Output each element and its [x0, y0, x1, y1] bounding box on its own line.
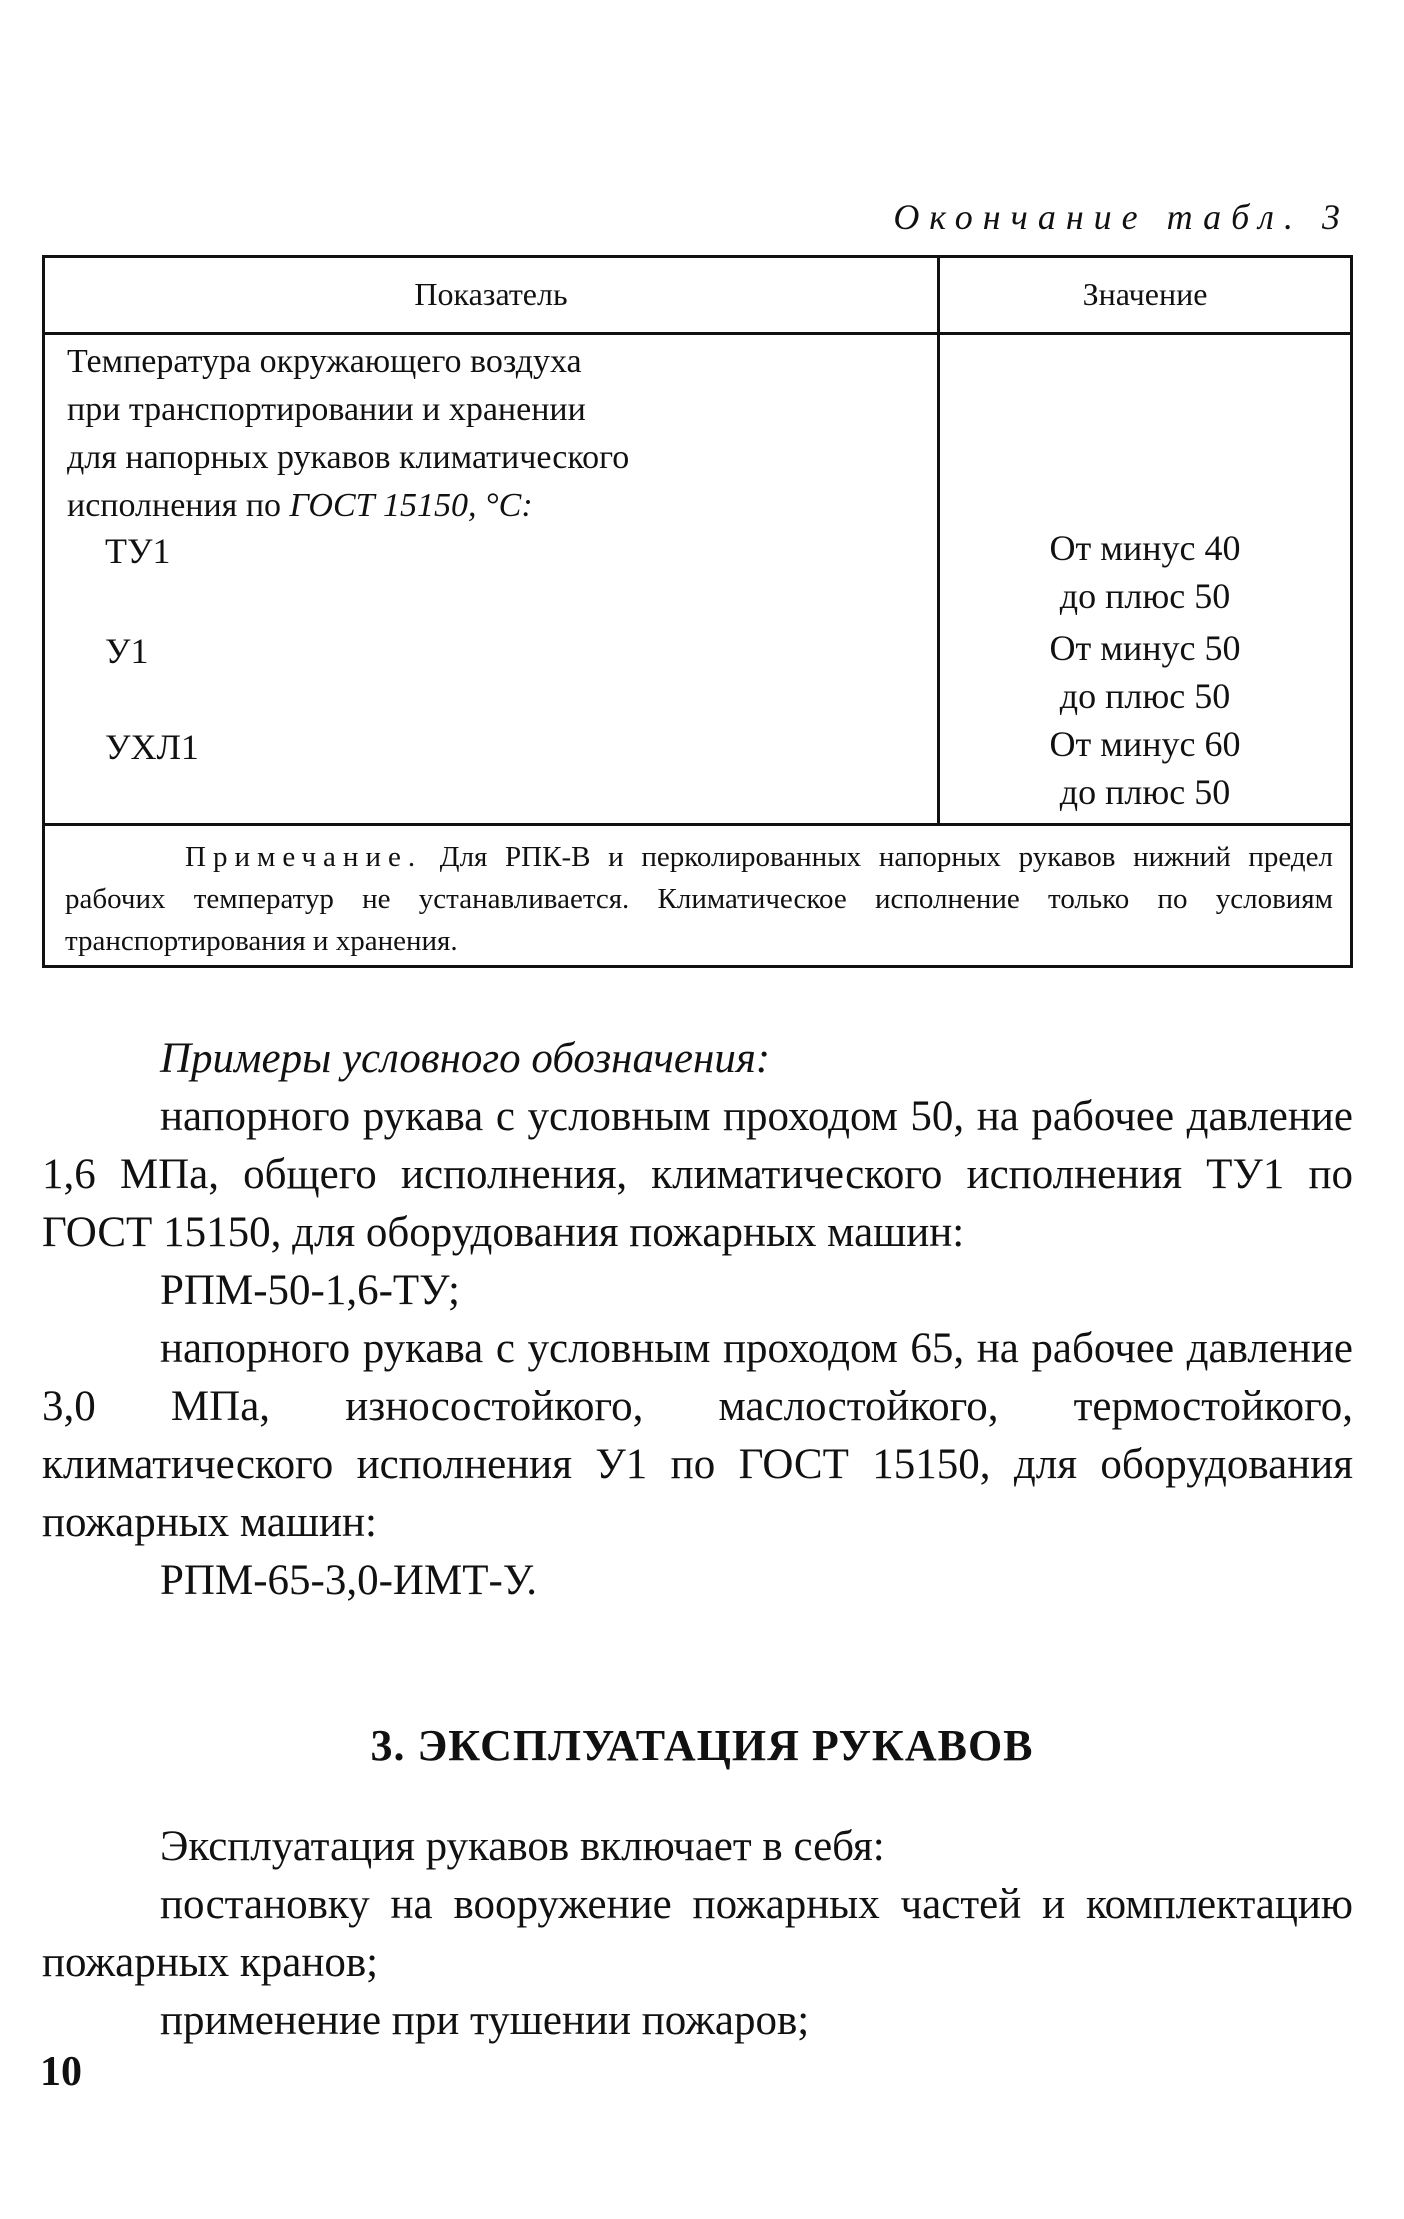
value-line: до плюс 50	[1059, 676, 1231, 716]
section-item-2: применение при тушении пожаров;	[160, 1997, 810, 2044]
param-line: Температура окружающего воздуха	[67, 343, 582, 380]
example-2-code: РПМ-65-3,0-ИМТ-У.	[160, 1557, 537, 1604]
note-divider	[45, 823, 1350, 826]
header-indicator: Показатель	[414, 276, 568, 312]
row-label-ukhl1: УХЛ1	[105, 727, 199, 767]
value-line: От минус 40	[1049, 528, 1241, 568]
examples-block	[42, 1030, 1353, 1610]
header-divider	[45, 332, 1350, 335]
row-label-u1: У1	[105, 631, 149, 671]
section-intro: Эксплуатация рукавов включает в себя:	[160, 1823, 885, 1870]
example-1-code: РПМ-50-1,6-ТУ;	[160, 1267, 460, 1314]
value-line: От минус 60	[1049, 724, 1241, 764]
row-value-u1	[940, 624, 1350, 720]
table-caption: Окончание табл. 3	[893, 197, 1350, 237]
header-value: Значение	[1082, 276, 1208, 312]
value-line: до плюс 50	[1059, 576, 1231, 616]
example-1-text: напорного рукава с условным проходом 50, на рабочее давление 1,6 МПа, общего исполнения, климатического исполнения ТУ1 по ГОСТ 15150, для оборудования пожарных машин:	[42, 1093, 1353, 1256]
param-line: при транспортировании и хранении	[67, 391, 586, 428]
parameter-description	[67, 338, 927, 530]
row-value-tu1	[940, 524, 1350, 620]
section-heading: 3. ЭКСПЛУАТАЦИЯ РУКАВОВ	[370, 1721, 1034, 1770]
row-label-tu1: ТУ1	[105, 531, 171, 571]
example-2-text: напорного рукава с условным проходом 65, на рабочее давление 3,0 МПа, износостойкого, маслостойкого, термостойкого, климатического исполнения У1 по ГОСТ 15150, для оборудования пожарных машин:	[42, 1325, 1353, 1546]
section-item-1: постановку на вооружение пожарных частей и комплектацию пожарных кранов;	[42, 1881, 1353, 1986]
table-note	[65, 836, 1333, 962]
examples-title: Примеры условного обозначения:	[160, 1035, 771, 1082]
param-standard: ГОСТ 15150, °С:	[289, 487, 533, 524]
param-line	[67, 482, 927, 530]
param-prefix: исполнения по	[67, 487, 290, 524]
value-line: От минус 50	[1049, 628, 1241, 668]
note-label: Примечание.	[185, 841, 423, 873]
page-number: 10	[40, 2049, 82, 2095]
note-text: Для РПК-В и перколированных напорных рукавов нижний предел рабочих температур не устанавливается. Климатическое исполнение только по условиям транспортирования и хранения.	[65, 841, 1334, 957]
parameters-table	[42, 255, 1353, 968]
value-line: до плюс 50	[1059, 772, 1231, 812]
section-body	[42, 1818, 1353, 2050]
param-line: для напорных рукавов климатического	[67, 439, 630, 476]
row-value-ukhl1	[940, 720, 1350, 816]
